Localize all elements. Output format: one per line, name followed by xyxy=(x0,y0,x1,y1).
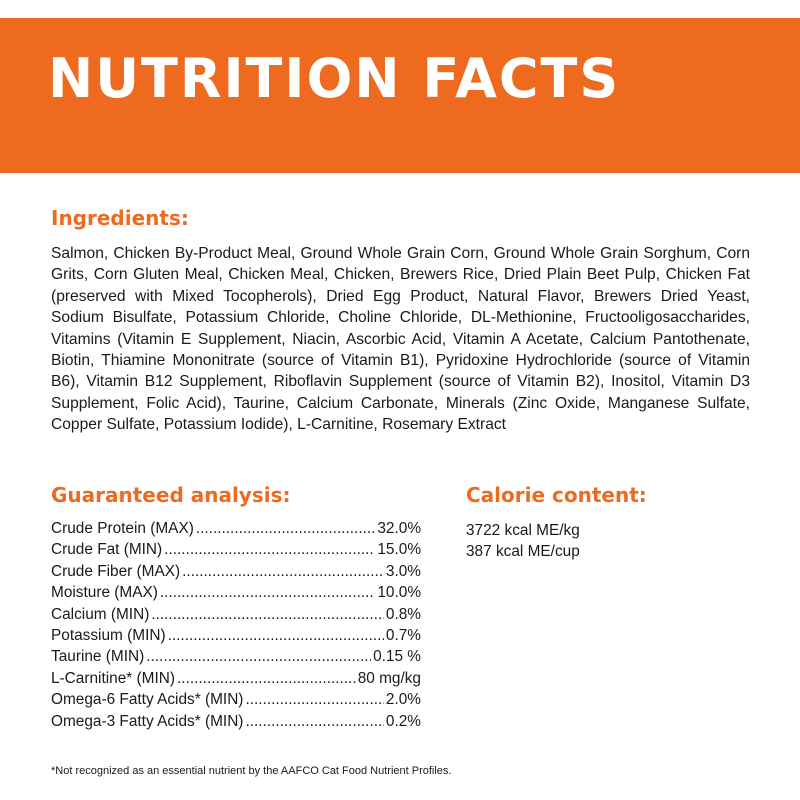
nutrient-value: 32.0% xyxy=(377,520,421,537)
page-title: NUTRITION FACTS xyxy=(48,47,621,110)
dot-leader xyxy=(151,606,384,624)
guaranteed-analysis-heading: Guaranteed analysis: xyxy=(51,483,291,507)
nutrient-name: Taurine (MIN) xyxy=(51,648,145,666)
analysis-row xyxy=(51,627,421,648)
analysis-row xyxy=(51,541,421,562)
nutrient-name: Potassium (MIN) xyxy=(51,626,166,644)
nutrient-value: 80 mg/kg xyxy=(357,669,421,687)
calorie-content-list xyxy=(466,520,580,563)
analysis-row xyxy=(51,648,421,669)
calorie-line: 3722 kcal ME/kg xyxy=(466,522,580,539)
analysis-row xyxy=(51,713,421,734)
nutrient-name: Moisture (MAX) xyxy=(51,584,158,602)
nutrient-name: Crude Fiber (MAX) xyxy=(51,562,181,580)
guaranteed-analysis-list xyxy=(51,520,421,734)
analysis-row xyxy=(51,563,421,584)
dot-leader xyxy=(164,541,375,559)
nutrient-value: 15.0% xyxy=(377,541,421,559)
ingredients-heading: Ingredients: xyxy=(51,206,189,230)
analysis-row xyxy=(51,691,421,712)
nutrient-name: Omega-3 Fatty Acids* (MIN) xyxy=(51,712,244,730)
calorie-line: 387 kcal ME/cup xyxy=(466,543,580,561)
analysis-row xyxy=(51,520,421,541)
nutrient-name: Calcium (MIN) xyxy=(51,605,150,623)
nutrient-value: 3.0% xyxy=(385,562,421,580)
dot-leader xyxy=(196,520,376,538)
footnote: *Not recognized as an essential nutrient by the AAFCO Cat Food Nutrient Profiles. xyxy=(51,765,452,777)
nutrient-value: 0.15 % xyxy=(373,648,421,666)
nutrient-value: 0.2% xyxy=(385,712,421,730)
nutrient-value: 0.7% xyxy=(385,626,421,644)
dot-leader xyxy=(177,670,356,688)
nutrient-value: 0.8% xyxy=(385,605,421,623)
dot-leader xyxy=(182,563,384,581)
dot-leader xyxy=(146,648,371,666)
dot-leader xyxy=(160,584,375,602)
analysis-row xyxy=(51,584,421,605)
nutrient-value: 2.0% xyxy=(385,691,421,709)
dot-leader xyxy=(245,713,383,731)
analysis-row xyxy=(51,670,421,691)
dot-leader xyxy=(245,691,383,709)
calorie-content-heading: Calorie content: xyxy=(466,483,647,507)
nutrient-value: 10.0% xyxy=(377,584,421,602)
nutrient-name: Crude Protein (MAX) xyxy=(51,520,194,537)
dot-leader xyxy=(168,627,384,645)
nutrient-name: Omega-6 Fatty Acids* (MIN) xyxy=(51,691,244,709)
ingredients-text: Salmon, Chicken By-Product Meal, Ground Whole Grain Corn, Ground Whole Grain Sorghum, Corn Grits, Corn Gluten Meal, Chicken Meal, Chicken, Brewers Rice, Dried Plain Beet Pulp, Chicken Fat (preserved with Mixed Tocopherols), Dried Egg Product, Natural Flavor, Brewers Dried Yeast, Sodium Bisulfate, Potassium Chloride, Choline Chloride, DL-Methionine, Fructooligosaccharides, Vitamins (Vitamin E Supplement, Niacin, Ascorbic Acid, Vitamin A Acetate, Calcium Pantothenate, Biotin, Thiamine Mononitrate (source of Vitamin B1), Pyridoxine Hydrochloride (source of Vitamin B6), Vitamin B12 Supplement, Riboflavin Supplement (source of Vitamin B2), Inositol, Vitamin D3 Supplement, Folic Acid), Taurine, Calcium Carbonate, Minerals (Zinc Oxide, Manganese Sulfate, Copper Sulfate, Potassium Iodide), L-Carnitine, Rosemary Extract xyxy=(51,245,750,434)
nutrient-name: Crude Fat (MIN) xyxy=(51,541,163,559)
analysis-row xyxy=(51,606,421,627)
nutrient-name: L-Carnitine* (MIN) xyxy=(51,669,176,687)
